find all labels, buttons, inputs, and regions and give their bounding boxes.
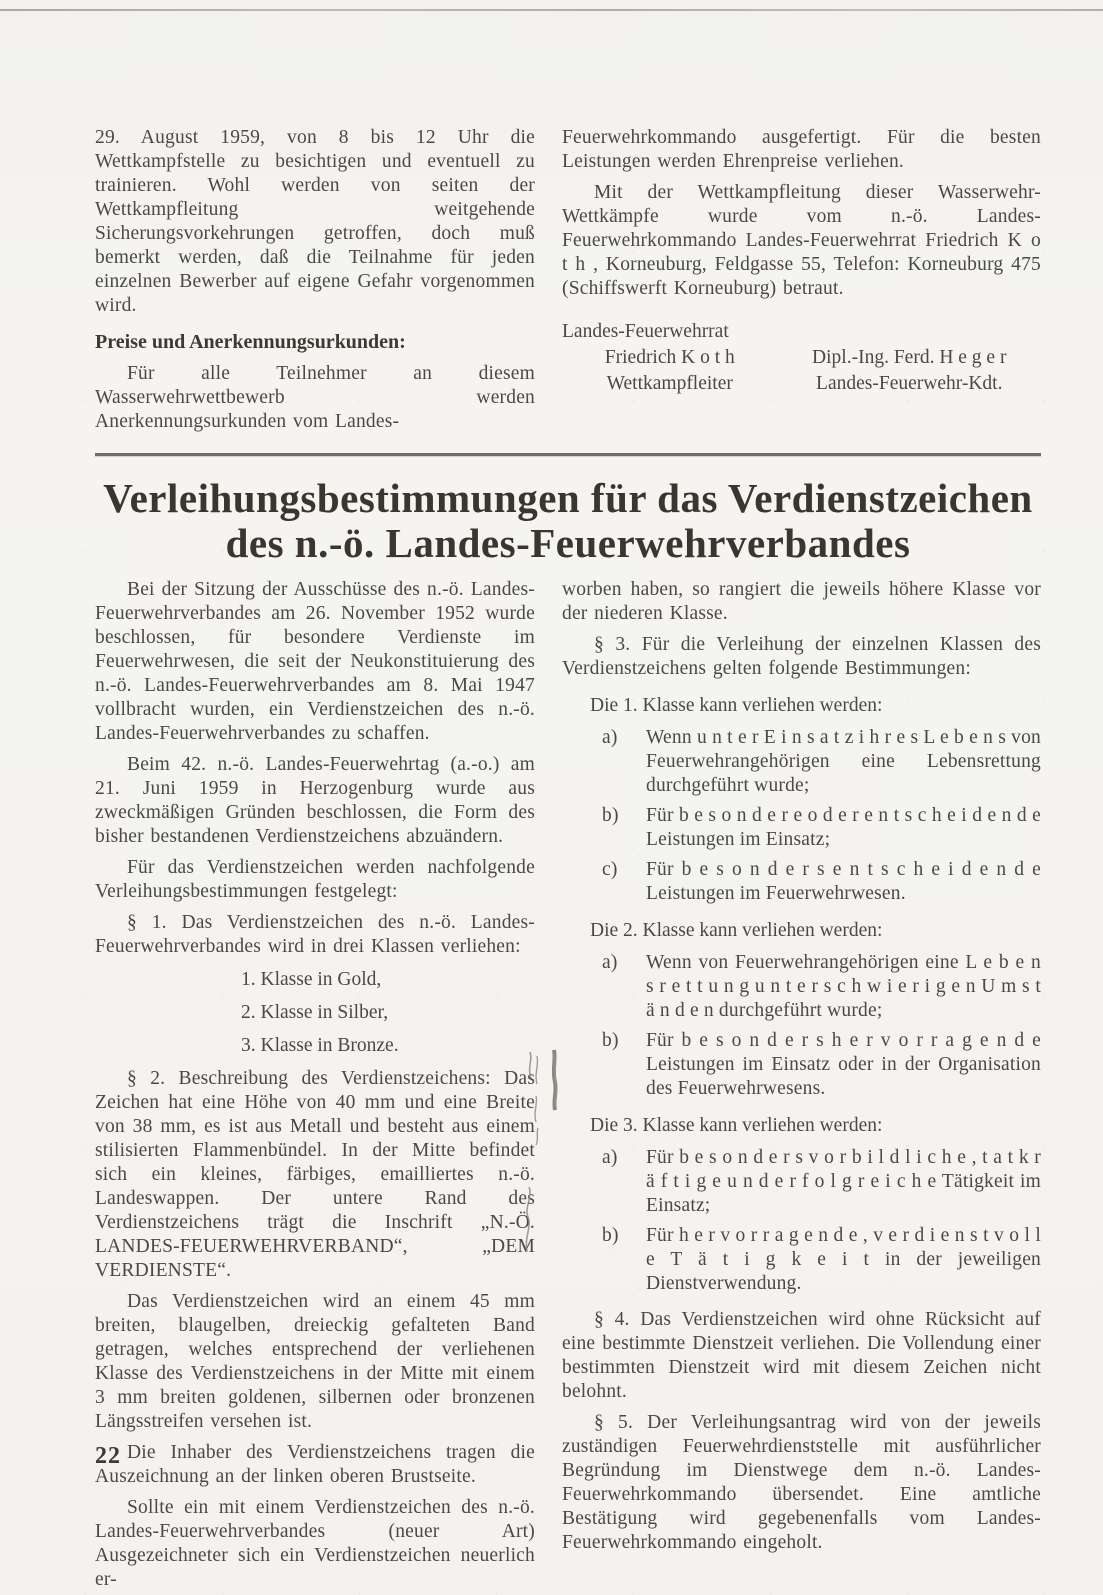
list-item-text: Für b e s o n d e r s h e r v o r r a g e n d e Leistungen im Einsatz oder in der Organisation des Feuerwehrwesens. [646, 1030, 1041, 1099]
list-item-text: Für b e s o n d e r s e n t s c h e i d e n d e Leistungen im Feuerwehrwesen. [646, 859, 1041, 904]
signature-role: Landes-Feuerwehrrat [562, 321, 729, 342]
signature-title: Landes-Feuerwehr-Kdt. [816, 373, 1003, 394]
signature-name: Friedrich K o t h [604, 347, 735, 368]
list-item-label: b) [602, 1225, 619, 1246]
list-item [562, 804, 1041, 852]
class-list [95, 968, 535, 1058]
paragraph: Beim 42. n.-ö. Landes-Feuerwehrtag (a.-o.) am 21. Juni 1959 in Herzogenburg wurde aus zweckmäßigen Gründen beschlossen, die Form des bisher bestandenen Verdienstzeichens abzuändern. [95, 754, 535, 847]
class-2-heading: Die 2. Klasse kann verliehen werden: [590, 920, 883, 941]
list-item-label: a) [602, 727, 618, 748]
list-item-text: Für h e r v o r r a g e n d e , v e r d i e n s t v o l l e T ä t i g k e i t in der jeweiligen Dienstverwendung. [646, 1225, 1041, 1294]
page-content [95, 126, 1041, 1595]
article-right-column [562, 578, 1041, 1595]
paragraph: Bei der Sitzung der Ausschüsse des n.-ö. Landes-Feuerwehrverbandes am 26. November 1952 wurde beschlossen, für besondere Verdienste im Feuerwehrwesen, die seit der Neukonstituierung des n.-ö. Landes-Feuerwehrverbandes am 8. Mai 1947 vollbracht wurden, ein Verdienstzeichen des n.-ö. Landes-Feuerwehrverbandes zu schaffen. [95, 579, 535, 744]
paragraph: Das Verdienstzeichen wird an einem 45 mm breiten, blaugelben, dreieckig gefalteten Band getragen, welches entsprechend der verliehenen Klasse des Verdienstzeichens in der Mitte mit einem 3 mm breiten goldenen, silbernen oder bronzenen Längsstreifen versehen ist. [95, 1291, 535, 1432]
paragraph: § 5. Der Verleihungsantrag wird von der jeweils zuständigen Feuerwehrdienststelle mit ausführlicher Begründung im Dienstwege dem n.-ö. Landes-Feuerwehrkommando übersendet. Eine amtliche Bestätigung wird gegebenenfalls vom Landes-Feuerwehrkommando eingeholt. [562, 1412, 1041, 1553]
horizontal-divider [95, 453, 1041, 456]
list-item-label: a) [602, 1147, 618, 1168]
class-list-item: 3. Klasse in Bronze. [241, 1035, 399, 1056]
list-item-text: Für b e s o n d e r e o d e r e n t s c h e i d e n d e Leistungen im Einsatz; [646, 805, 1041, 850]
paragraph: § 3. Für die Verleihung der einzelnen Klassen des Verdienstzeichens gelten folgende Bestimmungen: [562, 634, 1041, 679]
previous-article-continuation [95, 126, 1041, 441]
signature-block [562, 319, 1041, 397]
signature-title: Wettkampfleiter [606, 373, 733, 394]
scan-edge-artifact [0, 9, 1103, 11]
list-item [562, 1224, 1041, 1296]
list-item-text: Für b e s o n d e r s v o r b i l d l i c h e , t a t k r ä f t i g e u n d e r f o l g r e i c h e Tätigkeit im Einsatz; [646, 1147, 1041, 1216]
article-title-line1: Verleihungsbestimmungen für das Verdienstzeichen [103, 475, 1033, 521]
list-item-label: b) [602, 1030, 619, 1051]
list-item [562, 726, 1041, 798]
class-list-item: 2. Klasse in Silber, [241, 1002, 389, 1023]
class-1-heading: Die 1. Klasse kann verliehen werden: [590, 695, 883, 716]
paragraph: Die Inhaber des Verdienstzeichens tragen die Auszeichnung an der linken oberen Brustseite. [95, 1442, 535, 1487]
paragraph: Für das Verdienstzeichen werden nachfolgende Verleihungsbestimmungen festgelegt: [95, 857, 535, 902]
list-item-text: Wenn u n t e r E i n s a t z i h r e s L e b e n s von Feuerwehrangehörigen eine Lebensrettung durchgeführt wurde; [646, 727, 1041, 796]
paragraph: 29. August 1959, von 8 bis 12 Uhr die Wettkampfstelle zu besichtigen und eventuell zu trainieren. Wohl werden von seiten der Wettkampfleitung weitgehende Sicherungsvorkehrungen getroffen, doch muß bemerkt werden, daß die Teilnahme für jeden einzelnen Bewerber auf eigene Gefahr vorgenommen wird. [95, 127, 535, 316]
paragraph: Feuerwehrkommando ausgefertigt. Für die besten Leistungen werden Ehrenpreise verliehen. [562, 127, 1041, 172]
article-title [95, 476, 1041, 566]
class-3-heading: Die 3. Klasse kann verliehen werden: [590, 1115, 883, 1136]
list-item [562, 1146, 1041, 1218]
paragraph: Für alle Teilnehmer an diesem Wasserwehrwettbewerb werden Anerkennungsurkunden vom Landes- [95, 363, 535, 432]
signature-name: Dipl.-Ing. Ferd. H e g e r [812, 347, 1007, 368]
page-number: 22 [95, 1443, 121, 1469]
paragraph: Mit der Wettkampfleitung dieser Wasserwehr-Wettkämpfe wurde vom n.-ö. Landes-Feuerwehrkommando Landes-Feuerwehrrat Friedrich K o t h , Korneuburg, Feldgasse 55, Telefon: Korneuburg 475 (Schiffswerft Korneuburg) betraut. [562, 182, 1041, 299]
list-item [562, 858, 1041, 906]
list-item [562, 1029, 1041, 1101]
list-item-label: b) [602, 805, 619, 826]
article-left-column [95, 578, 535, 1595]
signature-left [562, 319, 778, 397]
ink-mark [524, 1048, 566, 1148]
paragraph: § 1. Das Verdienstzeichen des n.-ö. Landes-Feuerwehrverbandes wird in drei Klassen verliehen: [95, 912, 535, 957]
article-body [95, 578, 1041, 1595]
list-item-text: Wenn von Feuerwehrangehörigen eine L e b e n s r e t t u n g u n t e r s c h w i e r i g e n U m s t ä n d e n durchgeführt wurde; [646, 952, 1041, 1021]
article-title-line2: des n.-ö. Landes-Feuerwehrverbandes [225, 520, 911, 566]
section-heading-preise: Preise und Anerkennungsurkunden: [95, 331, 406, 353]
top-right-column [562, 126, 1041, 441]
paragraph: § 2. Beschreibung des Verdienstzeichens: Das Zeichen hat eine Höhe von 40 mm und eine Breite von 38 mm, es ist aus Metall und besteht aus einem stilisierten Flammenbündel. In der Mitte befindet sich ein kleines, färbiges, emailliertes n.-ö. Landeswappen. Der untere Rand des Verdienstzeichens trägt die Inschrift „N.-Ö. LANDES-FEUERWEHRVERBAND“, „DEM VERDIENSTE“. [95, 1068, 535, 1281]
class-list-item: 1. Klasse in Gold, [241, 969, 382, 990]
ink-mark [518, 1185, 540, 1255]
paragraph: § 4. Das Verdienstzeichen wird ohne Rücksicht auf eine bestimmte Dienstzeit verliehen. Die Vollendung einer bestimmten Dienstzeit wird mit diesem Zeichen nicht belohnt. [562, 1309, 1041, 1402]
list-item [562, 951, 1041, 1023]
paragraph: Sollte ein mit einem Verdienstzeichen des n.-ö. Landes-Feuerwehrverbandes (neuer Art) Ausgezeichneter sich ein Verdienstzeichen neuerlich er- [95, 1497, 535, 1590]
signature-right [778, 319, 1041, 397]
top-left-column [95, 126, 535, 441]
paragraph: worben haben, so rangiert die jeweils höhere Klasse vor der niederen Klasse. [562, 579, 1041, 624]
list-item-label: c) [602, 859, 618, 880]
list-item-label: a) [602, 952, 618, 973]
